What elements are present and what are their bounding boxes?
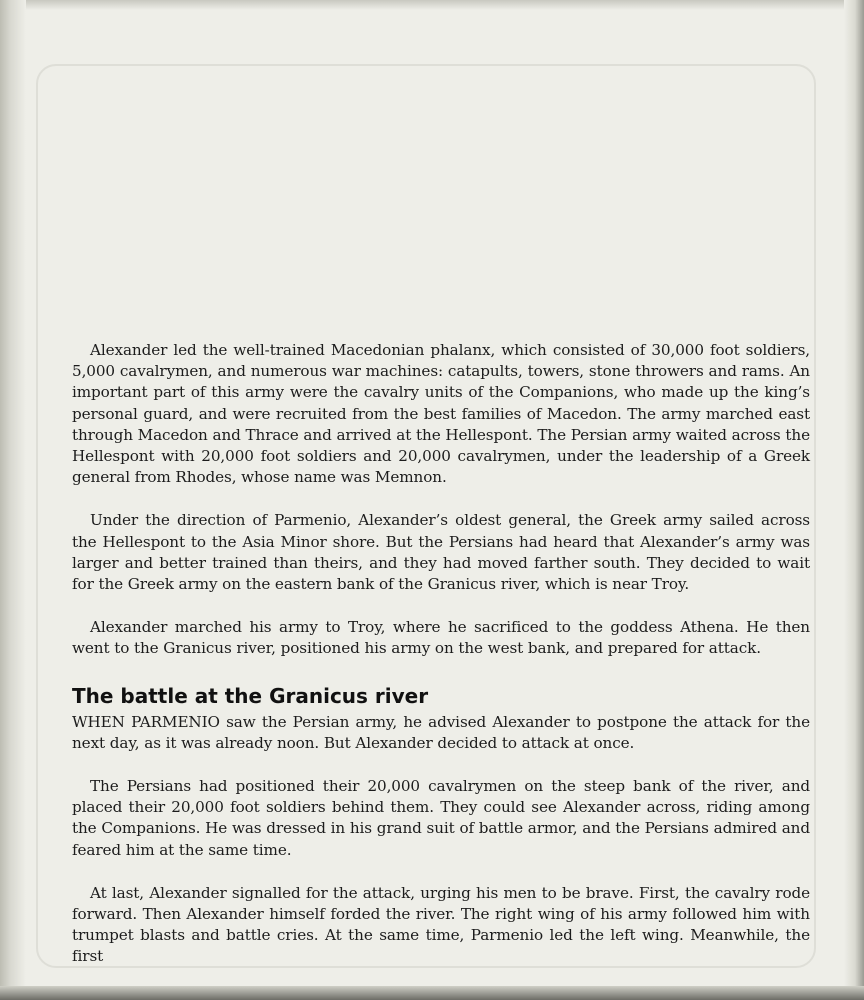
section-heading: The battle at the Granicus river [72,683,429,708]
paragraph-3: Alexander marched his army to Troy, where he sacrificed to the goddess Athena. He then went to the Granicus river, positioned his army on the west bank, and prepared for attack. [72,618,810,658]
page-right-edge [844,0,864,1000]
paragraph-1: Alexander led the well-trained Macedonian phalanx, which consisted of 30,000 foot soldiers, 5,000 cavalrymen, and numerous war machines: catapults, towers, stone throwers and rams. An important part of this army were the cavalry units of the Companions, who made up the king’s personal guard, and were recruited from the best families of Macedon. The army marched east through Macedon and Thrace and arrived at the Hellespont. The Persian army waited across the Hellespont with 20,000 foot soldiers and 20,000 cavalrymen, under the leadership of a Greek general from Rhodes, whose name was Memnon. [72,341,810,487]
paragraph-6: At last, Alexander signalled for the attack, urging his men to be brave. First, the cavalry rode forward. Then Alexander himself forded the river. The right wing of his army followed him with trumpet blasts and battle cries. At the same time, Parmenio led the left wing. Meanwhile, the first [72,883,810,966]
paragraph-2: Under the direction of Parmenio, Alexander’s oldest general, the Greek army sailed across the Hellespont to the Asia Minor shore. But the Persians had heard that Alexander’s army was larger and better trained than theirs, and they had moved farther south. They decided to wait for the Greek army on the eastern bank of the Granicus river, which is near Troy. [72,511,810,594]
page-top-edge [0,0,864,10]
page-gutter-shadow [0,0,26,1000]
paragraph-4: WHEN PARMENIO saw the Persian army, he advised Alexander to postpone the attack for the next day, as it was already noon. But Alexander decided to attack at once. [72,712,810,752]
page-body [72,340,810,990]
paragraph-5: The Persians had positioned their 20,000 cavalrymen on the steep bank of the river, and placed their 20,000 foot soldiers behind them. They could see Alexander across, riding among the Companions. He was dressed in his grand suit of battle armor, and the Persians admired and feared him at the same time. [72,777,810,859]
